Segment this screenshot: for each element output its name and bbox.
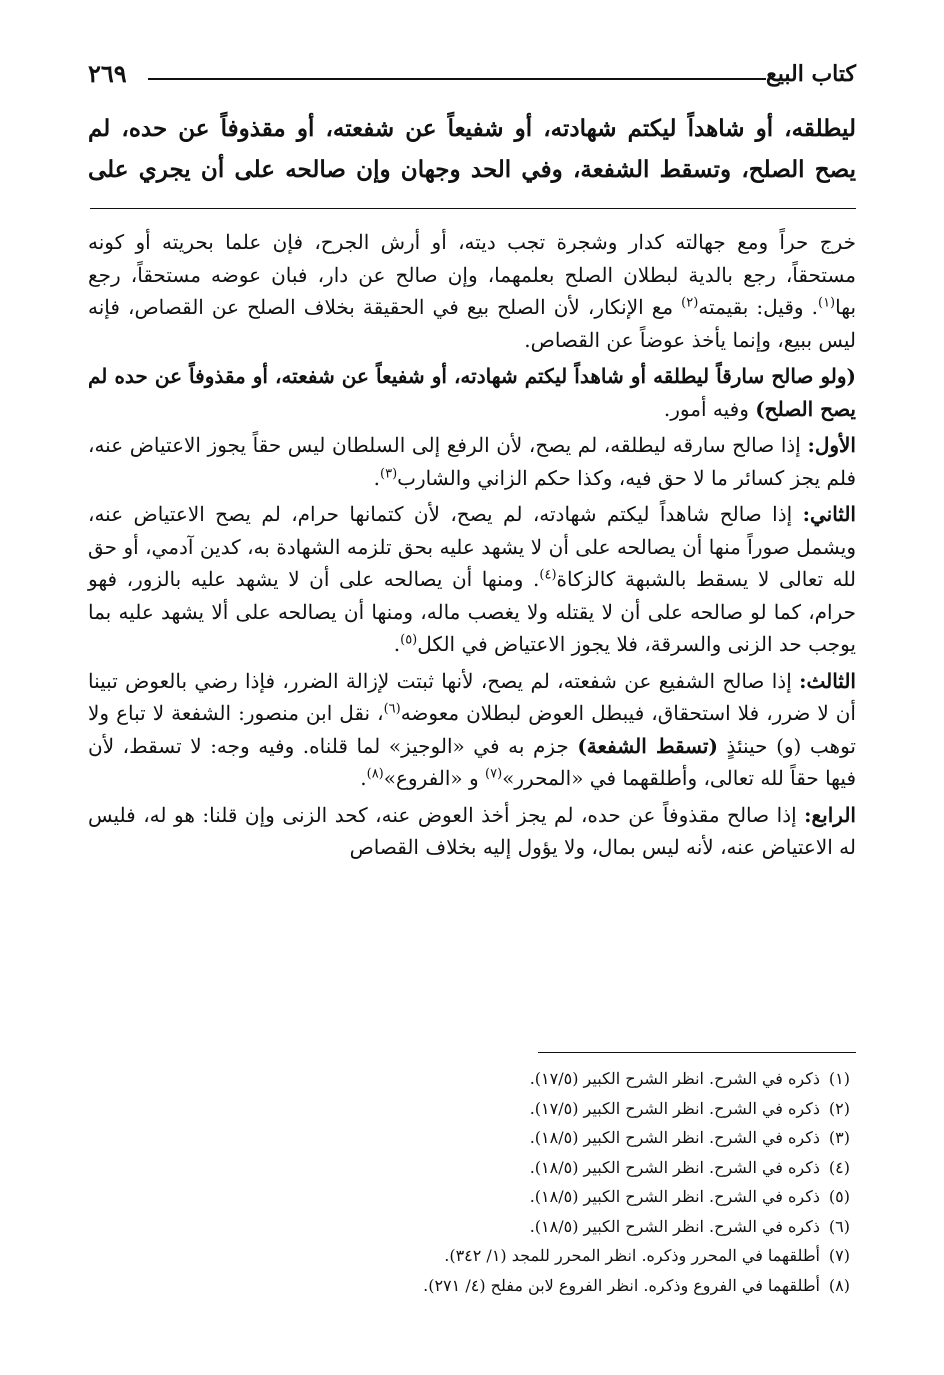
footnote-number: (١) bbox=[828, 1069, 850, 1088]
footnote bbox=[190, 1123, 850, 1153]
running-header bbox=[88, 58, 856, 92]
section-label: الرابع: bbox=[804, 802, 856, 827]
quoted-matn: (ولو صالح سارقاً ليطلقه أو شاهداً ليكتم شهادته، أو شفيعاً عن شفعته، أو مقذوفاً عن حده لم يصح الصلح) bbox=[88, 364, 856, 421]
footnote-ref[interactable]: (٢) bbox=[681, 295, 699, 311]
section-label: الأول: bbox=[807, 433, 856, 457]
footnote-number: (٥) bbox=[828, 1187, 850, 1206]
footnote-ref[interactable]: (٥) bbox=[400, 632, 418, 648]
page-number: ٢٦٩ bbox=[88, 59, 127, 88]
footnote-ref[interactable]: (٧) bbox=[485, 766, 503, 782]
footnote-text: ذكره في الشرح. انظر الشرح الكبير (١٨/٥). bbox=[529, 1128, 820, 1147]
commentary-paragraph: الثالث: إذا صالح الشفيع عن شفعته، لم يصح، لأنها ثبتت لإزالة الضرر، فإذا رضي بالعوض تبينا أن لا ضرر، فلا استحقاق، فيبطل العوض لبطلان معوضه$^{(٦)}$، نقل ابن منصور: الشفعة لا تباع ولا توهب (و) حينئذٍ (تسقط الشفعة) جزم به في «الوجيز» لما قلناه. وفيه وجه: لا تسقط، لأن فيها حقاً لله تعالى، وأطلقهما في «المحرر»$^{(٧)}$ و «الفروع»$^{(٨)}$. bbox=[88, 668, 856, 790]
chapter-title: كتاب البيع bbox=[766, 61, 856, 87]
commentary-paragraph: الرابع: إذا صالح مقذوفاً عن حده، لم يجز أخذ العوض عنه، كحد الزنى وإن قلنا: هو له، فليس له الاعتياض عنه، لأنه ليس بمال، ولا يؤول إليه بخلاف القصاص bbox=[88, 802, 856, 859]
quoted-matn-paragraph: (ولو صالح سارقاً ليطلقه أو شاهداً ليكتم شهادته، أو شفيعاً عن شفعته، أو مقذوفاً عن حده لم يصح الصلح) وفيه أمور. bbox=[88, 364, 856, 421]
footnote-text: ذكره في الشرح. انظر الشرح الكبير (١٨/٥). bbox=[529, 1216, 820, 1236]
footnote-ref[interactable]: (٦) bbox=[383, 701, 401, 717]
commentary-paragraph: الثاني: إذا صالح شاهداً ليكتم شهادته، لم يصح، لأن كتمانها حرام، لم يصح الاعتياض عنه، ويشمل صوراً منها أن يصالحه على أن لا يشهد عليه بحق تلزمه الشهادة به، كدين آدمي، أو حق لله تعالى لا يسقط بالشبهة كالزكاة$^{(٤)}$. ومنها أن يصالحه على أن لا يشهد عليه بالزور، فهو حرام، كما لو صالحه على أن لا يقتله ولا يغصب ماله، ومنها أن يصالحه على ألا يشهد عليه بما يوجب حد الزنى والسرقة، فلا يجوز الاعتياض في الكل$^{(٥)}$. bbox=[88, 502, 857, 656]
footnote-text: أطلقهما في الفروع وذكره. انظر الفروع لابن مفلح (٤/ ٢٧١). bbox=[423, 1275, 820, 1295]
footnote bbox=[190, 1212, 850, 1242]
footnote-text: ذكره في الشرح. انظر الشرح الكبير (١٨/٥). bbox=[529, 1157, 820, 1177]
matn-text: ليطلقه، أو شاهداً ليكتم شهادته، أو شفيعاً عن شفعته، أو مقذوفاً عن حده، لم يصح الصلح، وتسقط الشفعة، وفي الحد وجهان وإن صالحه على أن يجري على bbox=[88, 115, 856, 183]
matn-separator bbox=[90, 208, 856, 209]
footnote-number: (٨) bbox=[828, 1275, 850, 1295]
section-label: الثالث: bbox=[799, 668, 856, 693]
header-rule bbox=[148, 78, 766, 80]
commentary-paragraph: الأول: إذا صالح سارقه ليطلقه، لم يصح، لأن الرفع إلى السلطان ليس حقاً يجوز الاعتياض عنه، فلم يجز كسائر ما لا حق فيه، وكذا حكم الزاني والشارب$^{(٣)}$. bbox=[88, 433, 856, 490]
footnote-number: (٦) bbox=[828, 1216, 850, 1236]
footnote-number: (٤) bbox=[828, 1157, 850, 1177]
footnote-text: ذكره في الشرح. انظر الشرح الكبير (١٨/٥). bbox=[529, 1187, 820, 1206]
footnote-number: (٣) bbox=[828, 1128, 850, 1147]
footnote-number: (٢) bbox=[828, 1098, 850, 1118]
quoted-matn: (تسقط الشفعة) bbox=[577, 733, 718, 758]
footnote bbox=[190, 1182, 850, 1212]
footnote bbox=[190, 1241, 850, 1271]
footnote-text: ذكره في الشرح. انظر الشرح الكبير (١٧/٥). bbox=[529, 1069, 820, 1088]
footnote bbox=[190, 1271, 850, 1301]
footnote-text: أطلقهما في المحرر وذكره. انظر المحرر للمجد (١/ ٣٤٢). bbox=[444, 1246, 820, 1265]
footnote bbox=[190, 1064, 850, 1094]
commentary bbox=[88, 226, 856, 868]
section-label: الثاني: bbox=[802, 502, 856, 526]
footnote-text: ذكره في الشرح. انظر الشرح الكبير (١٧/٥). bbox=[529, 1098, 820, 1118]
footnote-number: (٧) bbox=[828, 1246, 850, 1265]
footnotes bbox=[190, 1064, 850, 1300]
footnote bbox=[190, 1094, 850, 1124]
footnote-ref[interactable]: (٨) bbox=[366, 766, 384, 782]
footnote bbox=[190, 1153, 850, 1183]
commentary-paragraph: خرج حراً ومع جهالته كدار وشجرة تجب ديته، أو أرش الجرح، فإن علما بحريته أو كونه مستحقاً، رجع بالدية لبطلان الصلح بعلمهما، وإن صالح عن دار، فبان عوضه مستحقاً، رجع بها$^{(١)}$. وقيل: بقيمته$^{(٢)}$ مع الإنكار، لأن الصلح بيع في الحقيقة بخلاف الصلح عن القصاص، فإنه ليس ببيع، وإنما يأخذ عوضاً عن القصاص. bbox=[88, 230, 857, 352]
footnote-ref[interactable]: (٤) bbox=[539, 567, 557, 583]
footnote-separator bbox=[538, 1052, 856, 1053]
footnote-ref[interactable]: (١) bbox=[817, 295, 836, 311]
footnote-ref[interactable]: (٣) bbox=[380, 465, 398, 481]
